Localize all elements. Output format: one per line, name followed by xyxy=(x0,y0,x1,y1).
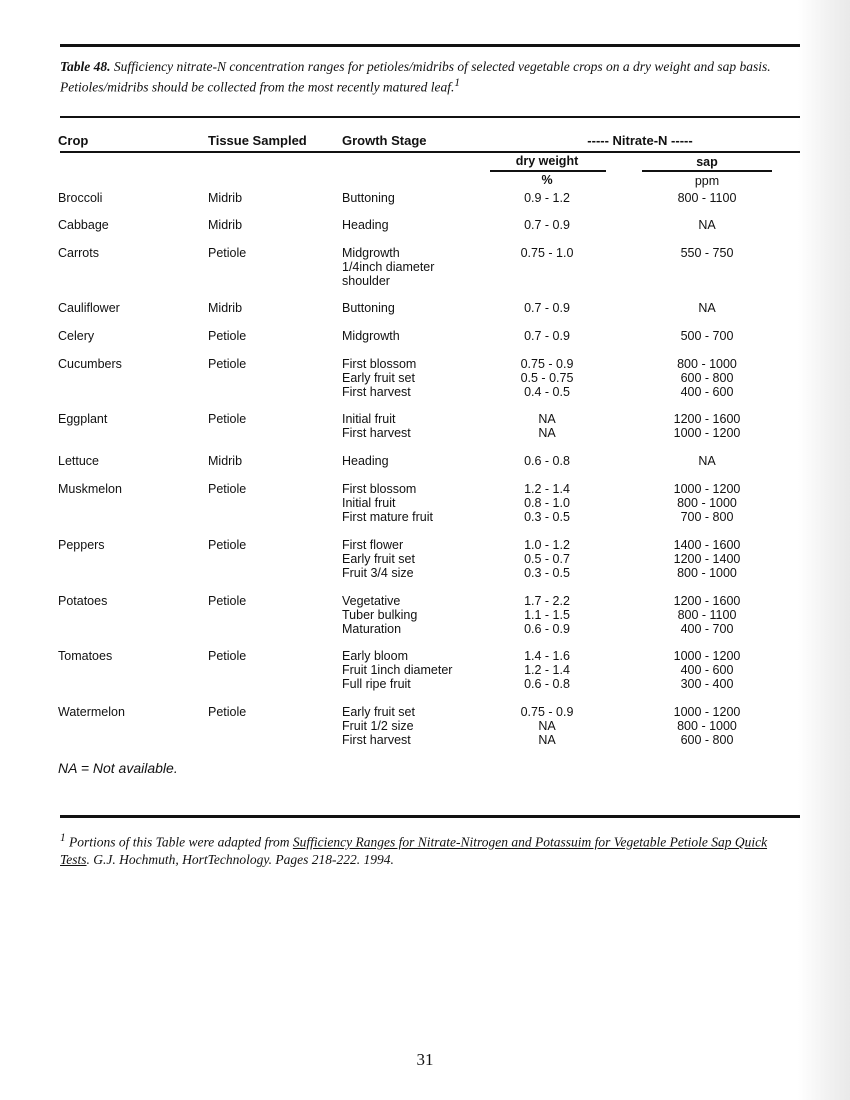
header-crop: Crop xyxy=(58,133,89,148)
dry-weight-cell-line: 1.7 - 2.2 xyxy=(524,594,570,608)
growth-stage-cell-line: First flower xyxy=(342,538,404,552)
sap-cell-line: 600 - 800 xyxy=(680,733,734,747)
growth-stage-cell xyxy=(342,191,395,205)
dry-weight-cell-line: 0.7 - 0.9 xyxy=(524,218,570,232)
top-rule xyxy=(60,44,800,47)
sap-cell-line: 400 - 600 xyxy=(680,385,734,399)
dry-weight-cell-line: 0.75 - 0.9 xyxy=(520,357,574,371)
growth-stage-cell-line: First mature fruit xyxy=(342,510,433,524)
growth-stage-cell-line: Full ripe fruit xyxy=(342,677,411,691)
dry-weight-cell-line: NA xyxy=(538,412,556,426)
dry-weight-cell xyxy=(480,246,614,260)
sap-cell-line: 1000 - 1200 xyxy=(673,482,741,496)
growth-stage-cell-line: First harvest xyxy=(342,426,411,440)
growth-stage-cell-line: Tuber bulking xyxy=(342,608,418,622)
header-rule xyxy=(60,151,800,153)
growth-stage-cell-line: Early fruit set xyxy=(342,705,415,719)
growth-stage-cell-line: First blossom xyxy=(342,482,417,496)
dry-weight-cell-line: 1.2 - 1.4 xyxy=(524,482,570,496)
crop-cell: Cabbage xyxy=(58,218,109,232)
footnote-rule xyxy=(60,815,800,818)
tissue-cell: Midrib xyxy=(208,218,243,232)
header-tissue: Tissue Sampled xyxy=(208,133,307,148)
sap-cell xyxy=(640,454,774,468)
sap-cell-line: NA xyxy=(698,454,716,468)
growth-stage-cell-line: First harvest xyxy=(342,733,411,747)
sap-cell xyxy=(640,301,774,315)
unit-percent: % xyxy=(541,173,553,187)
crop-cell: Watermelon xyxy=(58,705,125,719)
crop-cell: Broccoli xyxy=(58,191,103,205)
sap-cell-line: 500 - 700 xyxy=(680,329,734,343)
dry-weight-cell xyxy=(480,705,614,747)
growth-stage-cell-line: Early bloom xyxy=(342,649,408,663)
growth-stage-cell-line: Fruit 1/2 size xyxy=(342,719,414,733)
tissue-cell: Petiole xyxy=(208,538,247,552)
dry-weight-cell-line: 0.5 - 0.75 xyxy=(520,371,574,385)
dry-weight-cell-line: NA xyxy=(538,719,556,733)
unit-ppm: ppm xyxy=(694,174,720,188)
growth-stage-cell-line: Heading xyxy=(342,454,389,468)
dry-weight-cell-line: 0.75 - 1.0 xyxy=(520,246,574,260)
sap-cell-line: 700 - 800 xyxy=(680,510,734,524)
growth-stage-cell-line: Fruit 3/4 size xyxy=(342,566,414,580)
growth-stage-cell xyxy=(342,482,433,524)
sap-cell-line: NA xyxy=(698,218,716,232)
dry-weight-cell-line: 0.75 - 0.9 xyxy=(520,705,574,719)
dry-weight-cell-line: 0.7 - 0.9 xyxy=(524,301,570,315)
dry-weight-cell xyxy=(480,301,614,315)
sap-cell-line: 1000 - 1200 xyxy=(673,705,741,719)
sap-cell-line: 800 - 1000 xyxy=(677,719,737,733)
sap-cell xyxy=(640,329,774,343)
tissue-cell: Petiole xyxy=(208,246,247,260)
sap-cell-line: 1200 - 1400 xyxy=(673,552,741,566)
sap-cell-line: 800 - 1100 xyxy=(677,608,737,622)
growth-stage-cell xyxy=(342,301,395,315)
tissue-cell: Petiole xyxy=(208,649,247,663)
sap-cell-line: 1200 - 1600 xyxy=(673,594,741,608)
crop-cell: Cucumbers xyxy=(58,357,122,371)
sap-cell-line: 600 - 800 xyxy=(680,371,734,385)
growth-stage-cell xyxy=(342,357,416,399)
dry-weight-cell-line: 1.4 - 1.6 xyxy=(524,649,570,663)
growth-stage-cell-line: First harvest xyxy=(342,385,411,399)
sap-cell xyxy=(640,218,774,232)
tissue-cell: Petiole xyxy=(208,482,247,496)
caption-text: Sufficiency nitrate-N concentration ranges for petioles/midribs of selected vegetable crops on a dry weight and sap basis. Petioles/midribs should be collected from the most recently matured leaf. xyxy=(60,59,771,95)
page-number: 31 xyxy=(416,1050,434,1069)
tissue-cell: Midrib xyxy=(208,301,243,315)
dry-weight-cell xyxy=(480,538,614,580)
sap-cell-line: 300 - 400 xyxy=(680,677,734,691)
sap-cell xyxy=(640,246,774,260)
sap-cell-line: 800 - 1000 xyxy=(677,566,737,580)
sap-cell-line: 1200 - 1600 xyxy=(673,412,741,426)
dry-weight-cell xyxy=(480,482,614,524)
growth-stage-cell xyxy=(342,538,415,580)
dry-weight-cell-line: 0.7 - 0.9 xyxy=(524,329,570,343)
dry-weight-cell xyxy=(480,191,614,205)
sap-cell-line: 800 - 1000 xyxy=(677,357,737,371)
dry-weight-cell-line: 0.3 - 0.5 xyxy=(524,510,570,524)
growth-stage-cell xyxy=(342,594,417,636)
dry-weight-cell-line: 0.9 - 1.2 xyxy=(524,191,570,205)
growth-stage-cell-line: Initial fruit xyxy=(342,496,396,510)
footnote-source-title: Sufficiency Ranges for Nitrate-Nitrogen and Potassuim for Vegetable Petiole Sap Quick Tests xyxy=(60,834,768,867)
dry-weight-cell xyxy=(480,454,614,468)
scan-shadow xyxy=(798,0,850,1100)
growth-stage-cell-line: Early fruit set xyxy=(342,552,415,566)
crop-cell: Cauliflower xyxy=(58,301,120,315)
sap-cell-line: 800 - 1100 xyxy=(677,191,737,205)
crop-cell: Lettuce xyxy=(58,454,100,468)
sap-cell xyxy=(640,705,774,747)
growth-stage-cell-line: Midgrowth xyxy=(342,329,400,343)
table-label: Table 48. xyxy=(60,59,111,74)
tissue-cell: Petiole xyxy=(208,329,247,343)
growth-stage-cell-line: Heading xyxy=(342,218,389,232)
subheader-sap: sap xyxy=(696,155,718,169)
growth-stage-cell xyxy=(342,705,415,747)
caption-footnote-mark: 1 xyxy=(454,77,461,89)
crop-cell: Celery xyxy=(58,329,95,343)
sap-cell-line: 800 - 1000 xyxy=(677,496,737,510)
dry-weight-cell-line: 0.6 - 0.8 xyxy=(524,454,570,468)
na-note: NA = Not available. xyxy=(58,760,178,776)
growth-stage-cell-line: Early fruit set xyxy=(342,371,415,385)
dry-weight-cell-line: 1.1 - 1.5 xyxy=(524,608,570,622)
dry-weight-cell-line: 0.5 - 0.7 xyxy=(524,552,570,566)
header-stage: Growth Stage xyxy=(342,133,427,148)
dry-weight-cell xyxy=(480,218,614,232)
tissue-cell: Petiole xyxy=(208,357,247,371)
sap-cell-line: 550 - 750 xyxy=(680,246,734,260)
dry-weight-cell xyxy=(480,649,614,691)
sap-cell-line: 1000 - 1200 xyxy=(673,649,741,663)
tissue-cell: Petiole xyxy=(208,705,247,719)
sap-subheader-rule xyxy=(642,170,772,172)
dry-weight-cell-line: NA xyxy=(538,426,556,440)
dry-weight-cell-line: 1.0 - 1.2 xyxy=(524,538,570,552)
sap-cell xyxy=(640,482,774,524)
growth-stage-cell-line: Buttoning xyxy=(342,301,395,315)
footnote-pre: Portions of this Table were adapted from xyxy=(69,834,290,850)
growth-stage-cell-line: Initial fruit xyxy=(342,412,396,426)
growth-stage-cell-line: Buttoning xyxy=(342,191,395,205)
crop-cell: Tomatoes xyxy=(58,649,113,663)
sap-cell-line: NA xyxy=(698,301,716,315)
dry-weight-cell-line: 0.6 - 0.9 xyxy=(524,622,570,636)
header-nitrate: ----- Nitrate-N ----- xyxy=(587,133,693,148)
crop-cell: Peppers xyxy=(58,538,105,552)
dry-weight-cell-line: 0.3 - 0.5 xyxy=(524,566,570,580)
tissue-cell: Petiole xyxy=(208,594,247,608)
sap-cell xyxy=(640,649,774,691)
dry-weight-cell-line: 0.8 - 1.0 xyxy=(524,496,570,510)
subheader-dry-weight: dry weight xyxy=(515,154,579,168)
footnote-post: . G.J. Hochmuth, HortTechnology. Pages 218-222. 1994. xyxy=(86,851,394,867)
growth-stage-cell xyxy=(342,218,389,232)
growth-stage-cell-line: Vegetative xyxy=(342,594,401,608)
dry-weight-cell xyxy=(480,412,614,440)
sap-cell-line: 400 - 700 xyxy=(680,622,734,636)
sap-cell xyxy=(640,538,774,580)
tissue-cell: Midrib xyxy=(208,454,243,468)
dry-weight-cell-line: 0.6 - 0.8 xyxy=(524,677,570,691)
sap-cell-line: 400 - 600 xyxy=(680,663,734,677)
caption-rule xyxy=(60,116,800,118)
growth-stage-cell xyxy=(342,412,411,440)
crop-cell: Potatoes xyxy=(58,594,108,608)
dry-weight-cell-line: 1.2 - 1.4 xyxy=(524,663,570,677)
growth-stage-cell xyxy=(342,246,434,288)
growth-stage-cell-line: 1/4inch diameter xyxy=(342,260,435,274)
footnote-mark: 1 xyxy=(60,832,66,844)
growth-stage-cell-line: Fruit 1inch diameter xyxy=(342,663,453,677)
growth-stage-cell xyxy=(342,329,400,343)
tissue-cell: Midrib xyxy=(208,191,243,205)
footnote xyxy=(60,830,790,868)
dry-subheader-rule xyxy=(490,170,606,172)
growth-stage-cell-line: Maturation xyxy=(342,622,402,636)
growth-stage-cell-line: shoulder xyxy=(342,274,390,288)
sap-cell xyxy=(640,412,774,440)
crop-cell: Muskmelon xyxy=(58,482,122,496)
growth-stage-cell-line: First blossom xyxy=(342,357,417,371)
crop-cell: Eggplant xyxy=(58,412,108,426)
crop-cell: Carrots xyxy=(58,246,99,260)
sap-cell xyxy=(640,191,774,205)
dry-weight-cell-line: NA xyxy=(538,733,556,747)
dry-weight-cell-line: 0.4 - 0.5 xyxy=(524,385,570,399)
dry-weight-cell xyxy=(480,329,614,343)
sap-cell-line: 1000 - 1200 xyxy=(673,426,741,440)
sap-cell xyxy=(640,357,774,399)
growth-stage-cell-line: Midgrowth xyxy=(342,246,400,260)
sap-cell-line: 1400 - 1600 xyxy=(673,538,741,552)
table-caption xyxy=(60,58,790,96)
growth-stage-cell xyxy=(342,649,452,691)
growth-stage-cell xyxy=(342,454,389,468)
tissue-cell: Petiole xyxy=(208,412,247,426)
dry-weight-cell xyxy=(480,594,614,636)
dry-weight-cell xyxy=(480,357,614,399)
sap-cell xyxy=(640,594,774,636)
